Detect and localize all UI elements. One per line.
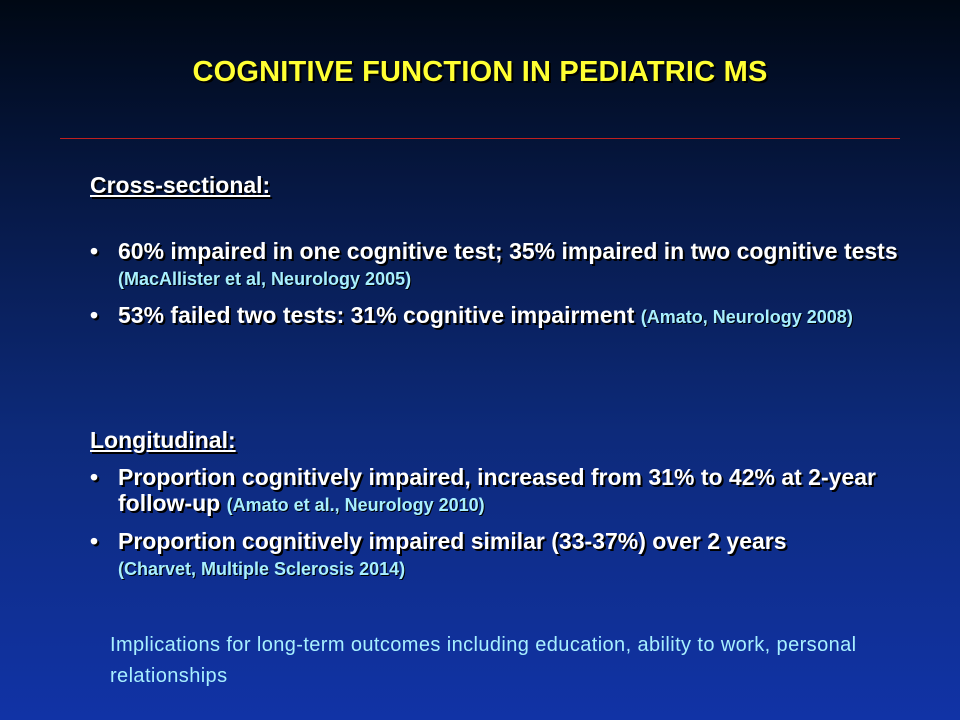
citation: (Charvet, Multiple Sclerosis 2014) [118, 559, 406, 579]
title-divider [60, 138, 900, 139]
bullet-icon: • [90, 302, 99, 328]
longitudinal-list [90, 464, 910, 592]
bullet-text: 53% failed two tests: 31% cognitive impairment [118, 302, 635, 328]
longitudinal-heading: Longitudinal: [90, 427, 236, 453]
list-item [90, 528, 910, 582]
implications-note: Implications for long-term outcomes including education, ability to work, personal relationships [110, 634, 857, 687]
bullet-text: Proportion cognitively impaired similar (33-37%) over 2 years [118, 528, 787, 554]
bullet-icon: • [90, 464, 99, 490]
bullet-text: 60% impaired in one cognitive test; 35% impaired in two cognitive tests [118, 238, 898, 264]
citation: (MacAllister et al, Neurology 2005) [118, 269, 412, 289]
bullet-icon: • [90, 238, 99, 264]
cross-sectional-list [90, 238, 910, 340]
citation: (Amato et al., Neurology 2010) [226, 495, 485, 515]
list-item [90, 464, 910, 518]
cross-sectional-heading: Cross-sectional: [90, 172, 271, 198]
list-item [90, 302, 910, 330]
citation: (Amato, Neurology 2008) [640, 307, 853, 327]
bullet-text: Proportion cognitively impaired, increased from 31% to 42% at 2-year follow-up [118, 464, 876, 516]
list-item [90, 238, 910, 292]
bullet-icon: • [90, 528, 99, 554]
slide-title: COGNITIVE FUNCTION IN PEDIATRIC MS [192, 56, 768, 88]
